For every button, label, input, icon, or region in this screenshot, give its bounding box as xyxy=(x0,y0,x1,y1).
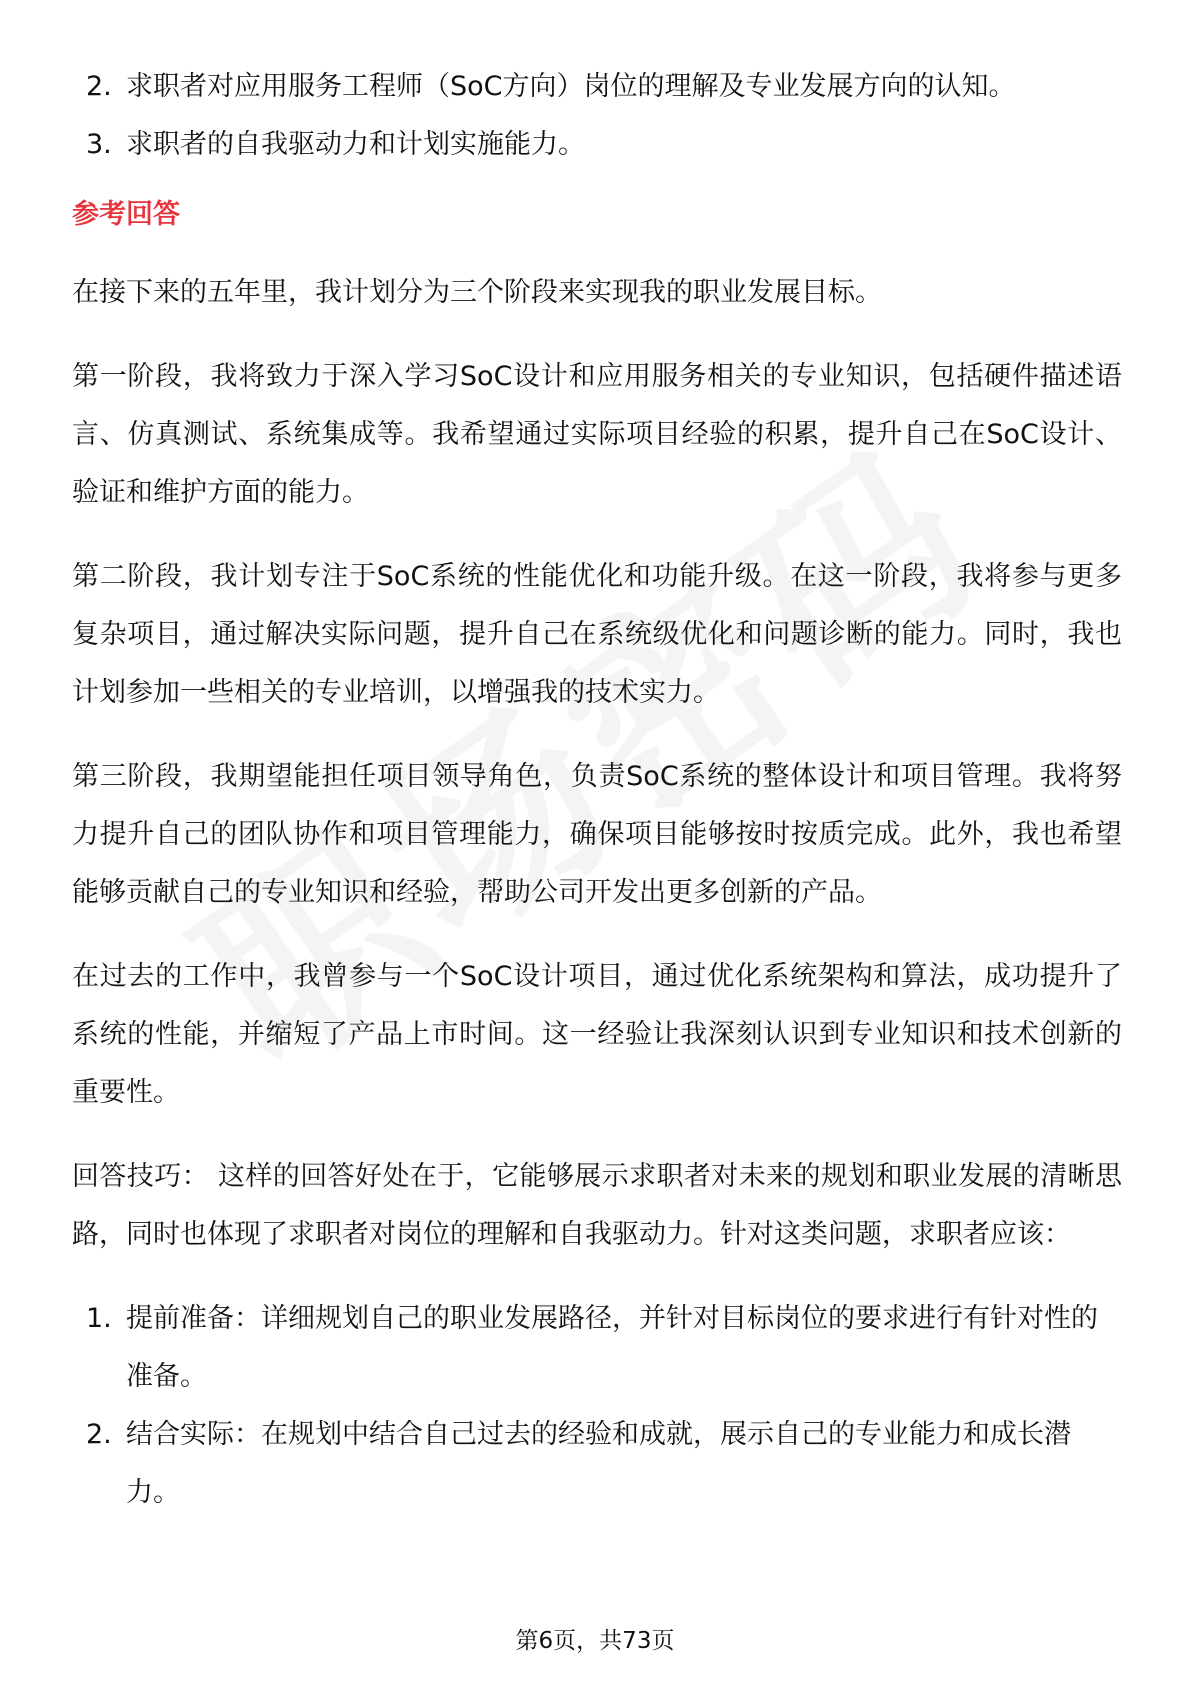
list-number: 1. xyxy=(86,1303,112,1334)
list-number: 3. xyxy=(86,129,112,160)
list-number: 2. xyxy=(86,71,112,102)
bottom-numbered-list xyxy=(72,1290,1122,1522)
list-text: 求职者对应用服务工程师（SoC方向）岗位的理解及专业发展方向的认知。 xyxy=(126,71,1016,102)
top-numbered-list xyxy=(72,58,1122,174)
list-item xyxy=(72,116,1122,174)
paragraph-stage-three: 第三阶段，我期望能担任项目领导角色，负责SoC系统的整体设计和项目管理。我将努力提升自己的团队协作和项目管理能力，确保项目能够按时按质完成。此外，我也希望能够贡献自己的专业知识和经验，帮助公司开发出更多创新的产品。 xyxy=(72,761,1122,908)
list-number: 2. xyxy=(86,1419,112,1450)
paragraph-experience: 在过去的工作中，我曾参与一个SoC设计项目，通过优化系统架构和算法，成功提升了系统的性能，并缩短了产品上市时间。这一经验让我深刻认识到专业知识和技术创新的重要性。 xyxy=(72,961,1122,1108)
list-text: 求职者的自我驱动力和计划实施能力。 xyxy=(126,129,585,160)
paragraph-intro: 在接下来的五年里，我计划分为三个阶段来实现我的职业发展目标。 xyxy=(72,277,882,308)
list-item xyxy=(72,58,1122,116)
list-text: 结合实际：在规划中结合自己过去的经验和成就，展示自己的专业能力和成长潜力。 xyxy=(126,1419,1071,1508)
list-item xyxy=(72,1290,1122,1406)
paragraph-stage-two: 第二阶段，我计划专注于SoC系统的性能优化和功能升级。在这一阶段，我将参与更多复杂项目，通过解决实际问题，提升自己在系统级优化和问题诊断的能力。同时，我也计划参加一些相关的专业培训，以增强我的技术实力。 xyxy=(72,561,1122,708)
list-item xyxy=(72,1406,1122,1522)
page-footer: 第6页，共73页 xyxy=(515,1628,675,1654)
list-text: 提前准备：详细规划自己的职业发展路径，并针对目标岗位的要求进行有针对性的准备。 xyxy=(126,1303,1098,1392)
paragraph-stage-one: 第一阶段，我将致力于深入学习SoC设计和应用服务相关的专业知识，包括硬件描述语言、仿真测试、系统集成等。我希望通过实际项目经验的积累，提升自己在SoC设计、验证和维护方面的能力。 xyxy=(72,361,1122,508)
page-content xyxy=(72,58,1122,1522)
paragraph-tips: 回答技巧： 这样的回答好处在于，它能够展示求职者对未来的规划和职业发展的清晰思路，同时也体现了求职者对岗位的理解和自我驱动力。针对这类问题，求职者应该： xyxy=(72,1161,1122,1250)
section-heading: 参考回答 xyxy=(72,199,180,230)
